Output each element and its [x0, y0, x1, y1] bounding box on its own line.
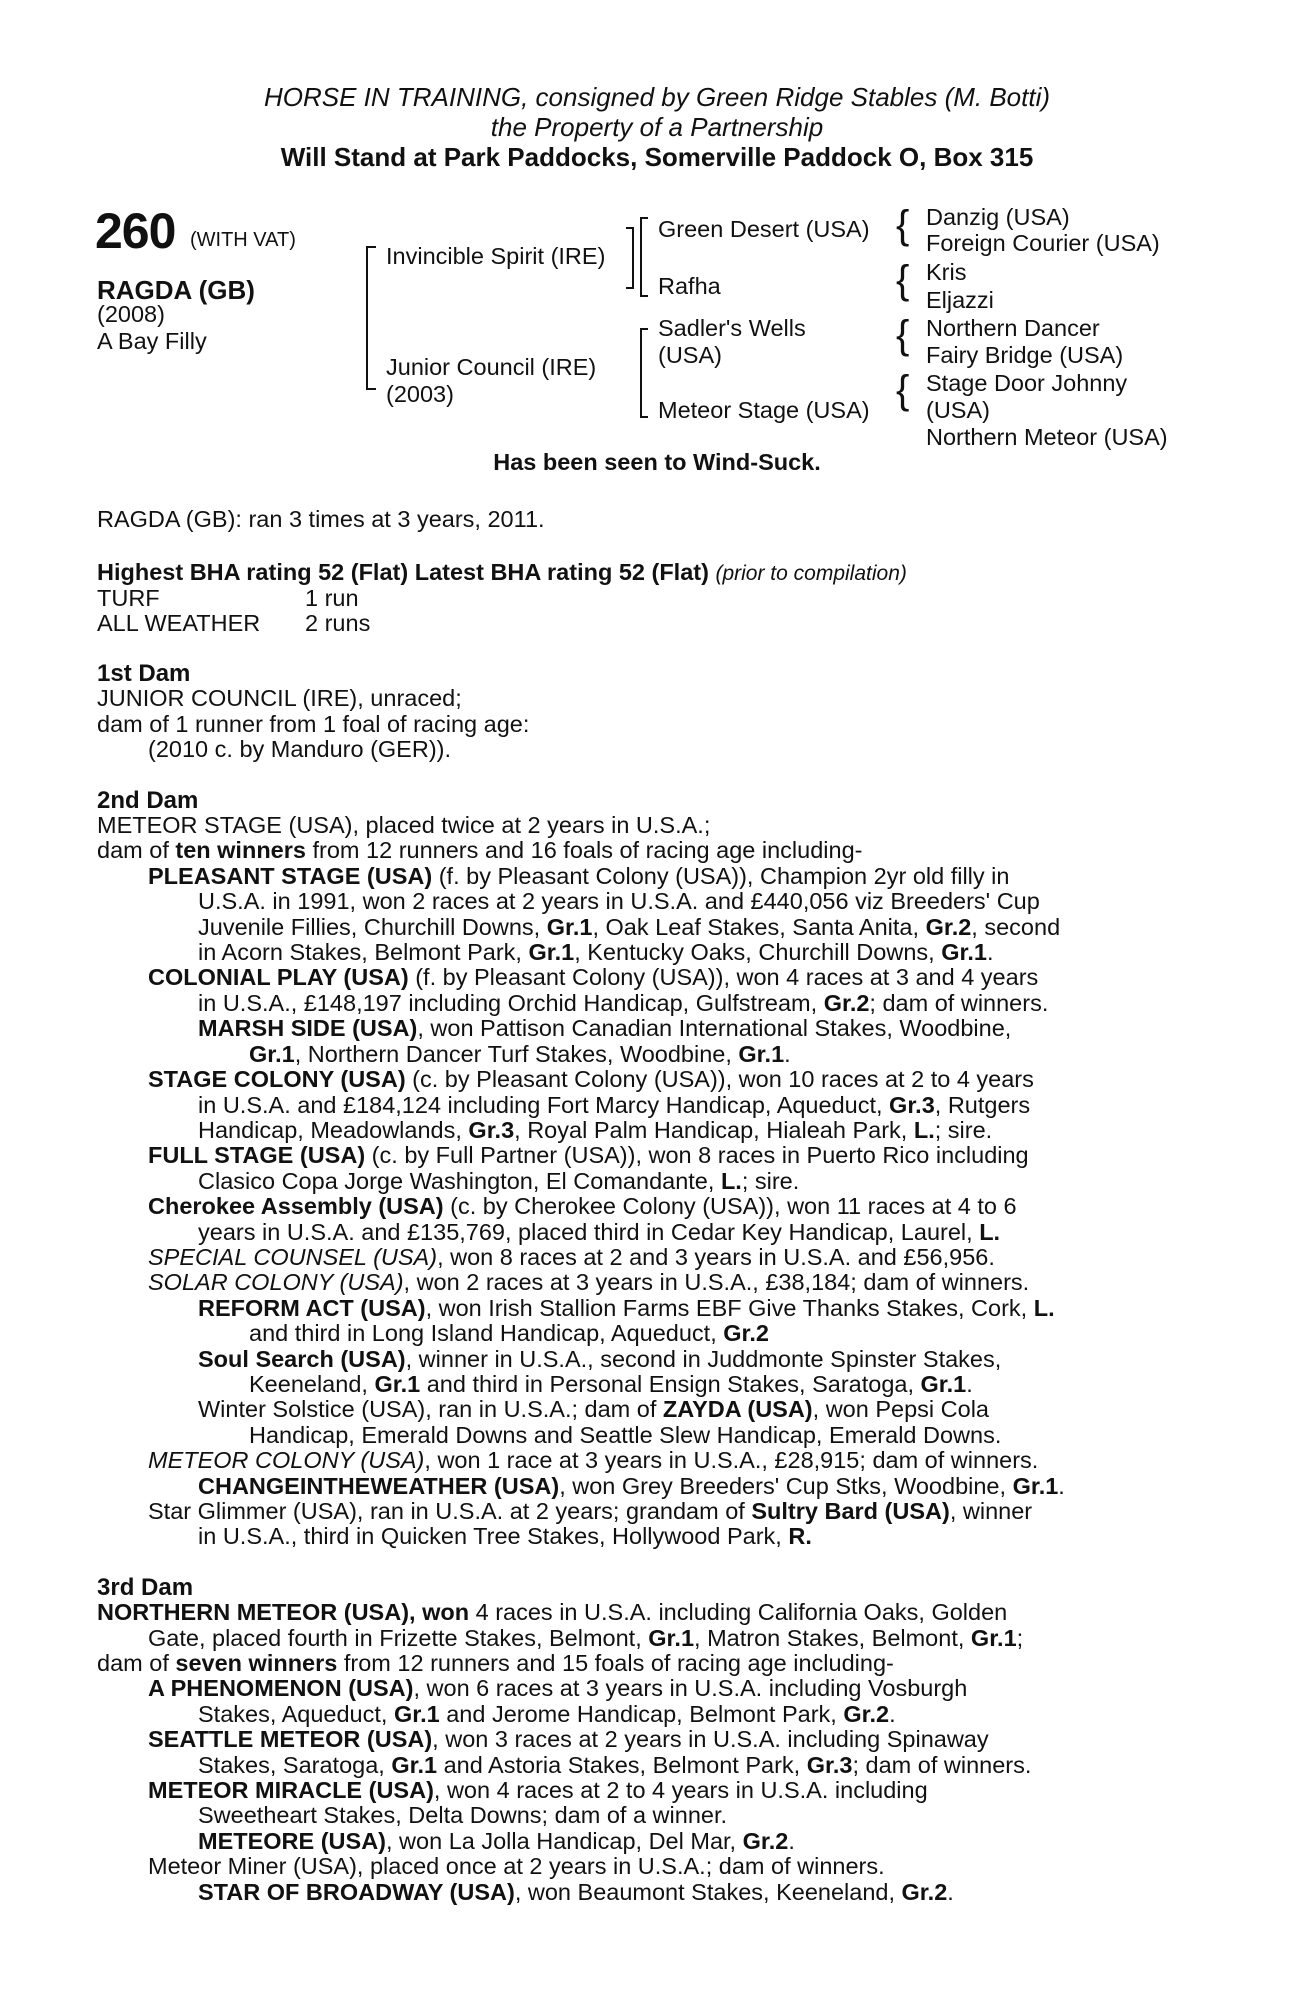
ancestor: Northern Dancer — [926, 315, 1100, 341]
ancestor: Danzig (USA) — [926, 204, 1070, 230]
second-dam-line: METEOR STAGE (USA), placed twice at 2 years in U.S.A.; — [97, 813, 711, 839]
produce-entry: Gr.1, Northern Dancer Turf Stakes, Woodbine, Gr.1. — [249, 1041, 791, 1067]
produce-entry: and third in Long Island Handicap, Aqueduct, Gr.2 — [249, 1321, 769, 1347]
dam-brace — [640, 328, 648, 418]
sire: Invincible Spirit (IRE) — [386, 243, 606, 269]
first-dam-line: JUNIOR COUNCIL (IRE), unraced; — [97, 686, 462, 712]
first-dam-heading: 1st Dam — [97, 661, 191, 687]
ancestor: Northern Meteor (USA) — [926, 424, 1168, 450]
produce-entry: years in U.S.A. and £135,769, placed third in Cedar Key Handicap, Laurel, L. — [198, 1219, 1001, 1245]
ancestor: Kris — [926, 259, 967, 285]
produce-entry: Stakes, Saratoga, Gr.1 and Astoria Stakes, Belmont Park, Gr.3; dam of winners. — [198, 1752, 1032, 1778]
produce-entry: STAR OF BROADWAY (USA), won Beaumont Stakes, Keeneland, Gr.2. — [198, 1879, 954, 1905]
third-dam-line: NORTHERN METEOR (USA), won 4 races in U.S.A. including California Oaks, Golden — [97, 1600, 1008, 1626]
turf-value: 1 run — [305, 585, 359, 611]
produce-entry: METEOR MIRACLE (USA), won 4 races at 2 to 4 years in U.S.A. including — [148, 1778, 928, 1804]
bha-rating — [97, 560, 907, 586]
third-dam-line: dam of seven winners from 12 runners and 15 foals of racing age including- — [97, 1651, 894, 1677]
produce-entry: in U.S.A., £148,197 including Orchid Handicap, Gulfstream, Gr.2; dam of winners. — [198, 990, 1049, 1016]
third-dam-line: Gate, placed fourth in Frizette Stakes, Belmont, Gr.1, Matron Stakes, Belmont, Gr.1; — [148, 1625, 1024, 1651]
produce-entry: Handicap, Emerald Downs and Seattle Slew Handicap, Emerald Downs. — [249, 1422, 1002, 1448]
produce-entry: REFORM ACT (USA), won Irish Stallion Farms EBF Give Thanks Stakes, Cork, L. — [198, 1295, 1055, 1321]
produce-entry: MARSH SIDE (USA), won Pattison Canadian International Stakes, Woodbine, — [198, 1016, 1012, 1042]
property-line: the Property of a Partnership — [490, 112, 824, 142]
dam-sections — [97, 661, 1202, 1905]
sire-dam: Rafha — [658, 273, 721, 299]
produce-entry: Handicap, Meadowlands, Gr.3, Royal Palm Handicap, Hialeah Park, L.; sire. — [198, 1117, 993, 1143]
second-dam-heading: 2nd Dam — [97, 787, 199, 814]
produce-entry: COLONIAL PLAY (USA) (f. by Pleasant Colony (USA)), won 4 races at 3 and 4 years — [148, 965, 1039, 991]
produce-entry: in U.S.A. and £184,124 including Fort Marcy Handicap, Aqueduct, Gr.3, Rutgers — [198, 1092, 1031, 1118]
produce-entry: Star Glimmer (USA), ran in U.S.A. at 2 years; grandam of Sultry Bard (USA), winner — [148, 1499, 1033, 1524]
bha-rating-text: Highest BHA rating 52 (Flat) Latest BHA rating 52 (Flat) — [97, 559, 709, 585]
consignor-line: HORSE IN TRAINING, consigned by Green Ridge Stables (M. Botti) — [263, 82, 1051, 112]
ancestor: Stage Door Johnny — [926, 370, 1128, 396]
aw-label: ALL WEATHER — [97, 610, 261, 636]
produce-entry: METEORE (USA), won La Jolla Handicap, Del Mar, Gr.2. — [198, 1828, 795, 1854]
dam-year: (2003) — [386, 381, 454, 407]
produce-entry: Cherokee Assembly (USA) (c. by Cherokee Colony (USA)), won 11 races at 4 to 6 — [148, 1194, 1017, 1220]
dam-dam: Meteor Stage (USA) — [658, 397, 870, 423]
pedigree-brace-1 — [366, 246, 376, 390]
dam-sire: Sadler's Wells — [658, 315, 806, 341]
sire-brace — [640, 217, 648, 297]
turf-label: TURF — [97, 585, 160, 611]
dam: Junior Council (IRE) — [386, 354, 597, 380]
produce-entry: Clasico Copa Jorge Washington, El Comandante, L.; sire. — [198, 1168, 800, 1194]
brace-glyph: { — [896, 258, 910, 302]
ancestor: Fairy Bridge (USA) — [926, 342, 1124, 368]
produce-entry: Stakes, Aqueduct, Gr.1 and Jerome Handicap, Belmont Park, Gr.2. — [198, 1701, 896, 1727]
brace-glyph: { — [896, 368, 910, 412]
produce-entry: SEATTLE METEOR (USA), won 3 races at 2 years in U.S.A. including Spinaway — [148, 1727, 989, 1753]
produce-entry: A PHENOMENON (USA), won 6 races at 3 years in U.S.A. including Vosburgh — [148, 1676, 968, 1702]
racing-summary: RAGDA (GB): ran 3 times at 3 years, 2011. — [97, 506, 545, 532]
first-dam-line: (2010 c. by Manduro (GER)). — [148, 737, 451, 763]
third-dam-heading: 3rd Dam — [97, 1574, 194, 1601]
produce-entry: STAGE COLONY (USA) (c. by Pleasant Colony (USA)), won 10 races at 2 to 4 years — [148, 1067, 1034, 1093]
produce-entry: METEOR COLONY (USA), won 1 race at 3 years in U.S.A., £28,915; dam of winners. — [148, 1448, 1039, 1474]
produce-entry: in U.S.A., third in Quicken Tree Stakes, Hollywood Park, R. — [198, 1524, 812, 1550]
produce-entry: Sweetheart Stakes, Delta Downs; dam of a winner. — [198, 1803, 728, 1829]
produce-entry: Keeneland, Gr.1 and third in Personal Ensign Stakes, Saratoga, Gr.1. — [249, 1371, 973, 1397]
sire-sire: Green Desert (USA) — [658, 216, 870, 242]
lot-number: 260 — [95, 203, 176, 259]
produce-entry: PLEASANT STAGE (USA) (f. by Pleasant Colony (USA)), Champion 2yr old filly in — [148, 863, 1010, 889]
second-dam-line: dam of ten winners from 12 runners and 16 foals of racing age including- — [97, 838, 863, 864]
aw-value: 2 runs — [305, 610, 371, 636]
vat-note: (WITH VAT) — [190, 229, 296, 251]
produce-entry: FULL STAGE (USA) (c. by Full Partner (USA)), won 8 races in Puerto Rico including — [148, 1143, 1029, 1169]
first-dam-line: dam of 1 runner from 1 foal of racing age: — [97, 711, 530, 737]
sire-brace-right — [626, 227, 634, 289]
bha-rating-note: (prior to compilation) — [715, 562, 907, 585]
horse-description: A Bay Filly — [97, 328, 207, 354]
produce-entry: Juvenile Fillies, Churchill Downs, Gr.1, Oak Leaf Stakes, Santa Anita, Gr.2, second — [198, 914, 1061, 940]
foaling-year: (2008) — [97, 301, 165, 327]
dam-sire-country: (USA) — [658, 342, 722, 368]
ancestor: Foreign Courier (USA) — [926, 230, 1160, 256]
produce-entry: Winter Solstice (USA), ran in U.S.A.; dam of ZAYDA (USA), won Pepsi Cola — [198, 1397, 989, 1423]
horse-name: RAGDA (GB) — [97, 275, 255, 305]
ancestor: (USA) — [926, 397, 990, 423]
brace-glyph: { — [896, 203, 910, 247]
brace-glyph: { — [896, 313, 910, 357]
produce-entry: SOLAR COLONY (USA), won 2 races at 3 years in U.S.A., £38,184; dam of winners. — [148, 1270, 1030, 1296]
produce-entry: SPECIAL COUNSEL (USA), won 8 races at 2 and 3 years in U.S.A. and £56,956. — [148, 1244, 995, 1270]
ancestor: Eljazzi — [926, 287, 994, 313]
produce-entry: CHANGEINTHEWEATHER (USA), won Grey Breeders' Cup Stks, Woodbine, Gr.1. — [198, 1473, 1065, 1499]
produce-entry: Soul Search (USA), winner in U.S.A., second in Juddmonte Spinster Stakes, — [198, 1346, 1002, 1372]
location-line: Will Stand at Park Paddocks, Somerville Paddock O, Box 315 — [280, 142, 1034, 172]
wind-suck-note: Has been seen to Wind-Suck. — [493, 449, 821, 475]
produce-entry: U.S.A. in 1991, won 2 races at 2 years in U.S.A. and £440,056 viz Breeders' Cup — [198, 889, 1040, 915]
produce-entry: in Acorn Stakes, Belmont Park, Gr.1, Kentucky Oaks, Churchill Downs, Gr.1. — [198, 940, 994, 966]
produce-entry: Meteor Miner (USA), placed once at 2 years in U.S.A.; dam of winners. — [148, 1854, 885, 1880]
